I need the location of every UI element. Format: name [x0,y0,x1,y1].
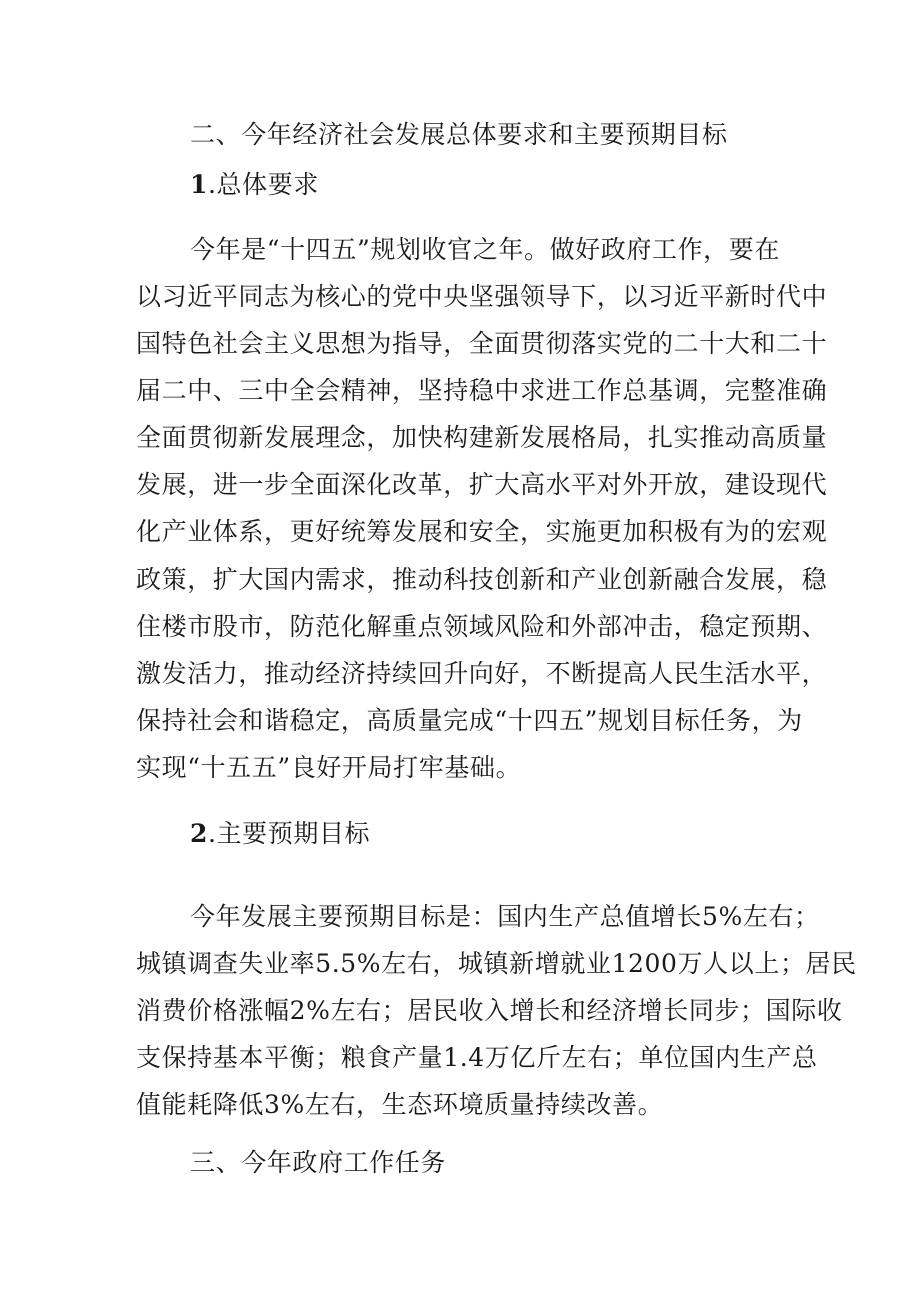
paragraph-1-line: 化产业体系，更好统筹发展和安全，实施更加积极有为的宏观 [136,517,828,546]
section-2-heading: 二、今年经济社会发展总体要求和主要预期目标 [190,120,728,149]
paragraph-1-line: 激发活力，推动经济持续回升向好，不断提高人民生活水平， [136,659,828,688]
subsection-1-title: .总体要求 [208,170,319,199]
subsection-2-title: .主要预期目标 [208,819,371,848]
paragraph-1-line: 政策，扩大国内需求，推动科技创新和产业创新融合发展，稳 [136,565,828,594]
paragraph-1-line: 住楼市股市，防范化解重点领域风险和外部冲击，稳定预期、 [136,612,828,641]
paragraph-1-line: 届二中、三中全会精神，坚持稳中求进工作总基调，完整准确 [136,376,828,405]
paragraph-2-line: 值能耗降低3%左右，生态环境质量持续改善。 [136,1090,664,1119]
paragraph-1-line: 国特色社会主义思想为指导，全面贯彻落实党的二十大和二十 [136,329,828,358]
paragraph-2-line: 支保持基本平衡；粮食产量1.4万亿斤左右；单位国内生产总 [136,1043,818,1072]
paragraph-2-line: 消费价格涨幅2%左右；居民收入增长和经济增长同步；国际收 [136,996,843,1025]
paragraph-1-line: 今年是“十四五”规划收官之年。做好政府工作，要在 [190,235,780,264]
subsection-1-heading [190,168,319,202]
paragraph-1-line: 保持社会和谐稳定，高质量完成“十四五”规划目标任务，为 [136,706,803,735]
subsection-2-number: 2 [190,819,208,848]
paragraph-1-line: 以习近平同志为核心的党中央坚强领导下，以习近平新时代中 [136,282,828,311]
subsection-1-number: 1 [190,170,208,199]
section-3-heading: 三、今年政府工作任务 [190,1148,447,1177]
paragraph-2-line: 城镇调查失业率5.5%左右，城镇新增就业1200万人以上；居民 [136,949,857,978]
paragraph-2-line: 今年发展主要预期目标是：国内生产总值增长5%左右； [190,902,820,931]
paragraph-1-line: 发展，进一步全面深化改革，扩大高水平对外开放，建设现代 [136,470,828,499]
paragraph-1-line: 实现“十五五”良好开局打牢基础。 [136,753,522,782]
subsection-2-heading [190,817,370,851]
paragraph-1-line: 全面贯彻新发展理念，加快构建新发展格局，扎实推动高质量 [136,423,828,452]
